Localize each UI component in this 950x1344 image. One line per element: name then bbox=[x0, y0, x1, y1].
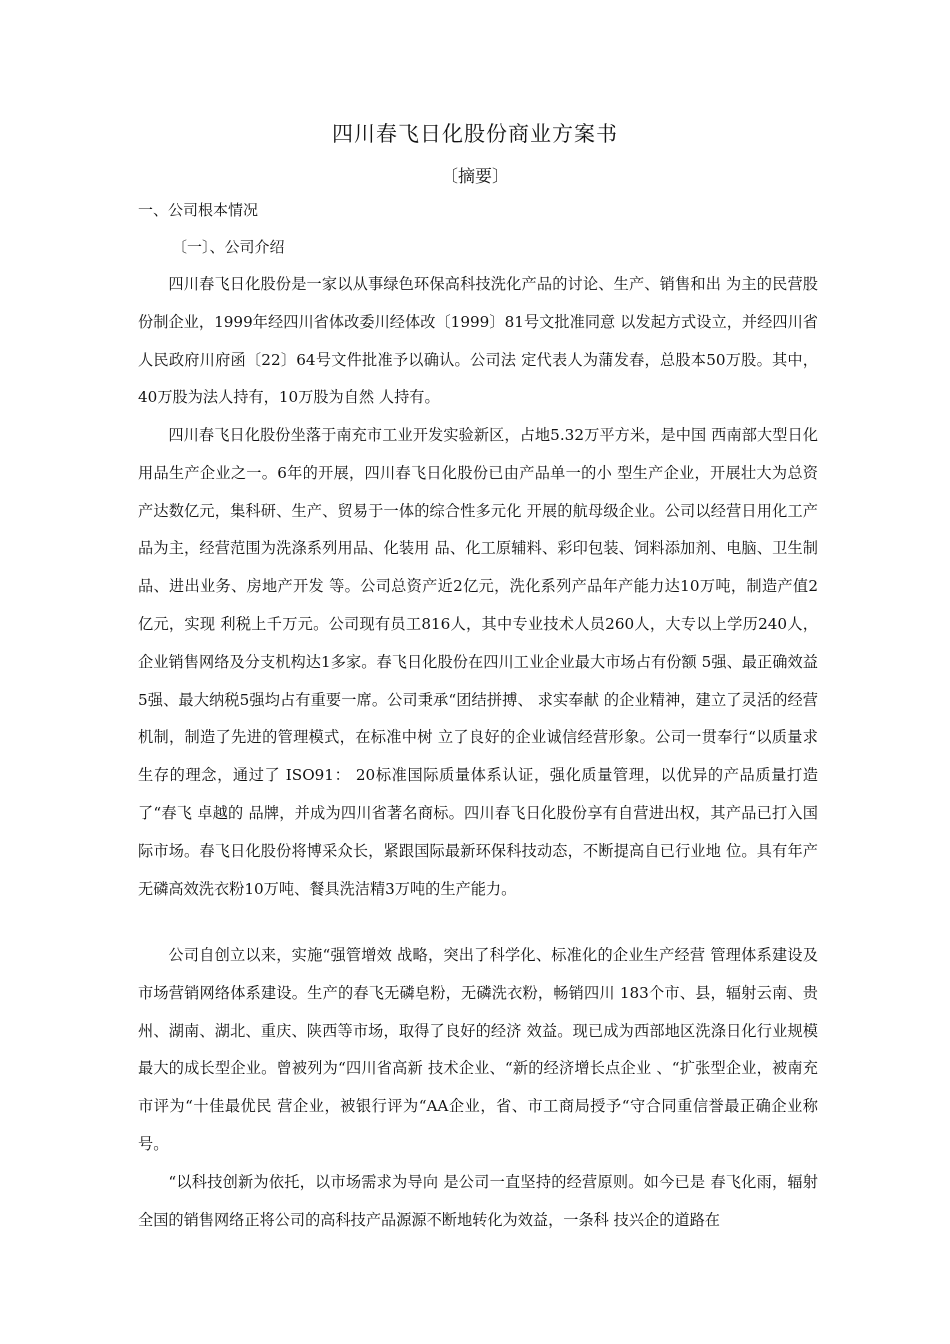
paragraph-company-overview: 四川春飞日化股份是一家以从事绿色环保高科技洗化产品的讨论、生产、销售和出 为主的民营股份制企业，1999年经四川省体改委川经体改〔1999〕81号文批准同意 以发起方式设立，并经四川省人民政府川府函〔22〕64号文件批准予以确认。公司法 定代表人为蒲发春，总股本50万股。其中，40万股为法人持有，10万股为自然 人持有。 bbox=[138, 275, 818, 407]
subsection-heading: 〔一〕、公司介绍 bbox=[172, 238, 285, 256]
document-subtitle: 〔摘要〕 bbox=[441, 167, 509, 187]
paragraph-company-strategy: 公司自创立以来，实施“强管增效 战略，突出了科学化、标准化的企业生产经营 管理体系建设及市场营销网络体系建设。生产的春飞无磷皂粉，无磷洗衣粉，畅销四川 183个市、县，辐射云南、贵州、湖南、湖北、重庆、陕西等市场，取得了良好的经济 效益。现已成为西部地区洗涤日化行业规模最大的成长型企业。曾被列为“四川省高新 技术企业、“新的经济增长点企业 、“扩张型企业，被南充市评为“十佳最优民 营企业，被银行评为“AA企业，省、市工商局授予“守合同重信誉最正确企业称 号。 bbox=[138, 946, 818, 1153]
paragraph-company-principle: “以科技创新为依托，以市场需求为导向 是公司一直坚持的经营原则。如今已是 春飞化雨，辐射全国的销售网络正将公司的高科技产品源源不断地转化为效益，一条科 技兴企的道路在 bbox=[138, 1173, 818, 1229]
document-title: 四川春飞日化股份商业方案书 bbox=[332, 122, 618, 146]
paragraph-company-scale: 四川春飞日化股份坐落于南充市工业开发实验新区，占地5.32万平方米，是中国 西南部大型日化用品生产企业之一。6年的开展，四川春飞日化股份已由产品单一的小 型生产企业，开展壮大为总资产达数亿元，集科研、生产、贸易于一体的综合性多元化 开展的航母级企业。公司以经营日用化工产品为主，经营范围为洗涤系列用品、化装用 品、化工原辅料、彩印包装、饲料添加剂、电脑、卫生制品、进出业务、房地产开发 等。公司总资产近2亿元，洗化系列产品年产能力达10万吨，制造产值2亿元，实现 利税上千万元。公司现有员工816人，其中专业技术人员260人，大专以上学历240人， 企业销售网络及分支机构达1多家。春飞日化股份在四川工业企业最大市场占有份额 5强、最正确效益5强、最大纳税5强均占有重要一席。公司秉承“团结拼搏、 求实奉献 的企业精神，建立了灵活的经营机制，制造了先进的管理模式，在标准中树 立了良好的企业诚信经营形象。公司一贯奉行“以质量求生存的理念，通过了 ISO91： 20标准国际质量体系认证，强化质量管理，以优异的产品质量打造了“春飞 卓越的 品牌，并成为四川省著名商标。四川春飞日化股份享有自营进出权，其产品已打入国 际市场。春飞日化股份将博采众长，紧跟国际最新环保科技动态，不断提高自已行业地 位。具有年产无磷高效洗衣粉10万吨、餐具洗洁精3万吨的生产能力。 bbox=[138, 426, 818, 898]
section-heading: 一、公司根本情况 bbox=[138, 201, 259, 219]
